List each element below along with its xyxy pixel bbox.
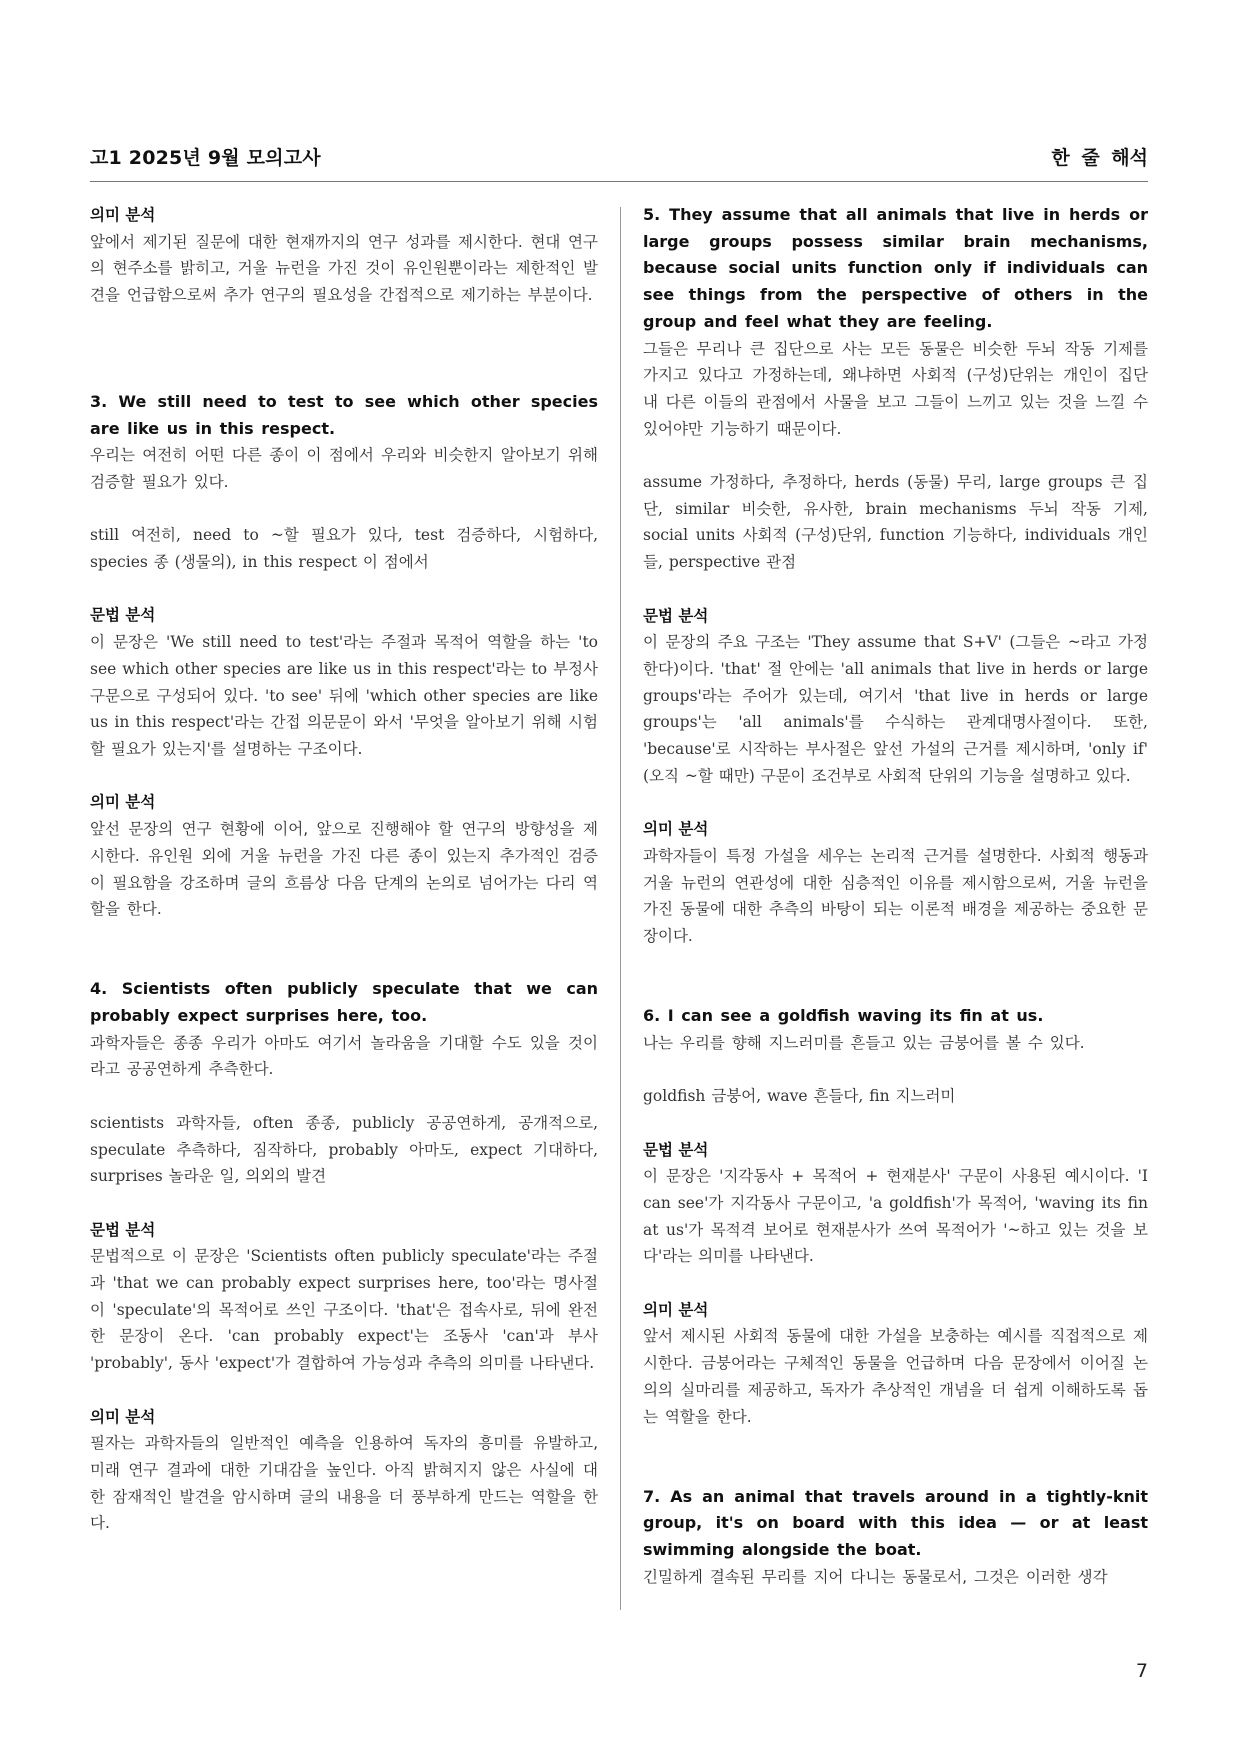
korean-translation: 과학자들은 종종 우리가 아마도 여기서 놀라움을 기대할 수도 있을 것이라고 공공연하게 추측한다.: [90, 1033, 598, 1079]
english-sentence: 4. Scientists often publicly speculate that we can probably expect surprises here, too.: [90, 979, 598, 1025]
meaning-analysis-label: 의미 분석: [643, 820, 709, 839]
sentence-7: [643, 1484, 1148, 1591]
english-sentence: 3. We still need to test to see which other species are like us in this respect.: [90, 391, 598, 438]
meaning-analysis-label: 의미 분석: [90, 793, 156, 812]
korean-translation: 우리는 여전히 어떤 다른 종이 이 점에서 우리와 비슷한지 알아보기 위해 검증할 필요가 있다.: [90, 446, 598, 491]
korean-translation: 그들은 무리나 큰 집단으로 사는 모든 동물은 비슷한 두뇌 작동 기제를 가지고 있다고 가정하는데, 왜냐하면 사회적 (구성)단위는 개인이 집단 내 다른 이들의 관점에서 사물을 보고 그들이 느끼고 있는 것을 느낄 수 있어야만 기능하기 때문이다.: [643, 339, 1148, 438]
grammar-analysis-text: 이 문장은 'We still need to test'라는 주절과 목적어 역할을 하는 'to see which other species are like us in this respect'라는 to 부정사 구문으로 구성되어 있다. 'to see' 뒤에 'which other species are like us in this respect'라는 간접 의문문이 와서 '무엇을 알아보기 위해 시험할 필요가 있는지'를 설명하는 구조이다.: [90, 633, 598, 758]
vocabulary-list: goldfish 금붕어, wave 흔들다, fin 지느러미: [643, 1087, 956, 1106]
english-sentence: 6. I can see a goldfish waving its fin at us.: [643, 1006, 1044, 1026]
sentence-5: [643, 202, 1148, 950]
grammar-analysis-text: 문법적으로 이 문장은 'Scientists often publicly speculate'라는 주절과 'that we can probably expect surprises here, too'라는 명사절이 'speculate'의 목적어로 쓰인 구조이다. 'that'은 접속사로, 뒤에 완전한 문장이 온다. 'can probably expect'는 조동사 'can'과 부사 'probably', 동사 'expect'가 결합하여 가능성과 추측의 의미를 나타낸다.: [90, 1247, 598, 1373]
meaning-analysis-text: 앞서 제시된 사회적 동물에 대한 가설을 보충하는 예시를 직접적으로 제시한다. 금붕어라는 구체적인 동물을 언급하며 다음 문장에서 이어질 논의의 실마리를 제공하고, 독자가 추상적인 개념을 더 쉽게 이해하도록 돕는 역할을 한다.: [643, 1327, 1148, 1426]
korean-translation: 긴밀하게 결속된 무리를 지어 다니는 동물로서, 그것은 이러한 생각: [643, 1567, 1108, 1586]
grammar-analysis-label: 문법 분석: [90, 1220, 156, 1239]
header-divider: [90, 181, 1148, 182]
page-header: [90, 143, 1148, 181]
section-title: 한 줄 해석: [1051, 147, 1148, 169]
sentence-4: [90, 976, 598, 1537]
page-number: 7: [1135, 1660, 1148, 1682]
intro-meaning-analysis: [90, 202, 598, 309]
meaning-analysis-text: 필자는 과학자들의 일반적인 예측을 인용하여 독자의 흥미를 유발하고, 미래 연구 결과에 대한 기대감을 높인다. 아직 밝혀지지 않은 사실에 대한 잠재적인 발견을 암시하며 글의 내용을 더 풍부하게 만드는 역할을 한다.: [90, 1434, 598, 1533]
sentence-6: [643, 1003, 1148, 1430]
sentence-3: [90, 389, 598, 923]
meaning-analysis-text: 과학자들이 특정 가설을 세우는 논리적 근거를 설명한다. 사회적 행동과 거울 뉴런의 연관성에 대한 심층적인 이유를 제시함으로써, 거울 뉴런을 가진 동물에 대한 추측의 바탕이 되는 이론적 배경을 제공하는 중요한 문장이다.: [643, 846, 1148, 945]
vocabulary-list: assume 가정하다, 추정하다, herds (동물) 무리, large groups 큰 집단, similar 비슷한, 유사한, brain mechanisms 두뇌 작동 기제, social units 사회적 (구성)단위, function 기능하다, individuals 개인들, perspective 관점: [643, 473, 1148, 572]
grammar-analysis-label: 문법 분석: [643, 1140, 709, 1159]
grammar-analysis-text: 이 문장은 '지각동사 + 목적어 + 현재분사' 구문이 사용된 예시이다. 'I can see'가 지각동사 구문이고, 'a goldfish'가 목적어, 'waving its fin at us'가 목적격 보어로 현재분사가 쓰여 목적어가 '~하고 있는 것을 보다'라는 의미를 나타낸다.: [643, 1167, 1148, 1266]
column-divider: [620, 207, 621, 1610]
vocabulary-list: scientists 과학자들, often 종종, publicly 공공연하게, 공개적으로, speculate 추측하다, 짐작하다, probably 아마도, expect 기대하다, surprises 놀라운 일, 의외의 발견: [90, 1113, 598, 1186]
grammar-analysis-text: 이 문장의 주요 구조는 'They assume that S+V' (그들은 ~라고 가정한다)이다. 'that' 절 안에는 'all animals that live in herds or large groups'라는 주어가 있는데, 여기서 'that live in herds or large groups'는 'all animals'를 수식하는 관계대명사절이다. 또한, 'because'로 시작하는 부사절은 앞선 가설의 근거를 제시하며, 'only if' (오직 ~할 때만) 구문이 조건부로 사회적 단위의 기능을 설명하고 있다.: [643, 633, 1148, 785]
vocabulary-list: still 여전히, need to ~할 필요가 있다, test 검증하다, 시험하다, species 종 (생물의), in this respect 이 점에서: [90, 526, 598, 572]
meaning-analysis-label: 의미 분석: [643, 1300, 709, 1319]
meaning-analysis-label: 의미 분석: [90, 206, 156, 224]
grammar-analysis-label: 문법 분석: [90, 606, 156, 625]
left-column: [90, 202, 598, 1537]
grammar-analysis-label: 문법 분석: [643, 606, 709, 625]
meaning-analysis-label: 의미 분석: [90, 1407, 156, 1426]
right-column: [643, 202, 1148, 1590]
korean-translation: 나는 우리를 향해 지느러미를 흔들고 있는 금붕어를 볼 수 있다.: [643, 1033, 1085, 1052]
english-sentence: 5. They assume that all animals that live in herds or large groups possess similar brain mechanisms, because social units function only if individuals can see things from the perspective of others in the group and feel what they are feeling.: [643, 205, 1148, 331]
meaning-analysis-text: 앞에서 제기된 질문에 대한 현재까지의 연구 성과를 제시한다. 현대 연구의 현주소를 밝히고, 거울 뉴런을 가진 것이 유인원뿐이라는 제한적인 발견을 언급함으로써 추가 연구의 필요성을 간접적으로 제기하는 부분이다.: [90, 232, 598, 305]
exam-title: 고1 2025년 9월 모의고사: [90, 147, 321, 169]
english-sentence: 7. As an animal that travels around in a tightly-knit group, it's on board with this idea — or at least swimming alongside the boat.: [643, 1486, 1148, 1560]
meaning-analysis-text: 앞선 문장의 연구 현황에 이어, 앞으로 진행해야 할 연구의 방향성을 제시한다. 유인원 외에 거울 뉴런을 가진 다른 종이 있는지 추가적인 검증이 필요함을 강조하며 글의 흐름상 다음 단계의 논의로 넘어가는 다리 역할을 한다.: [90, 820, 598, 919]
